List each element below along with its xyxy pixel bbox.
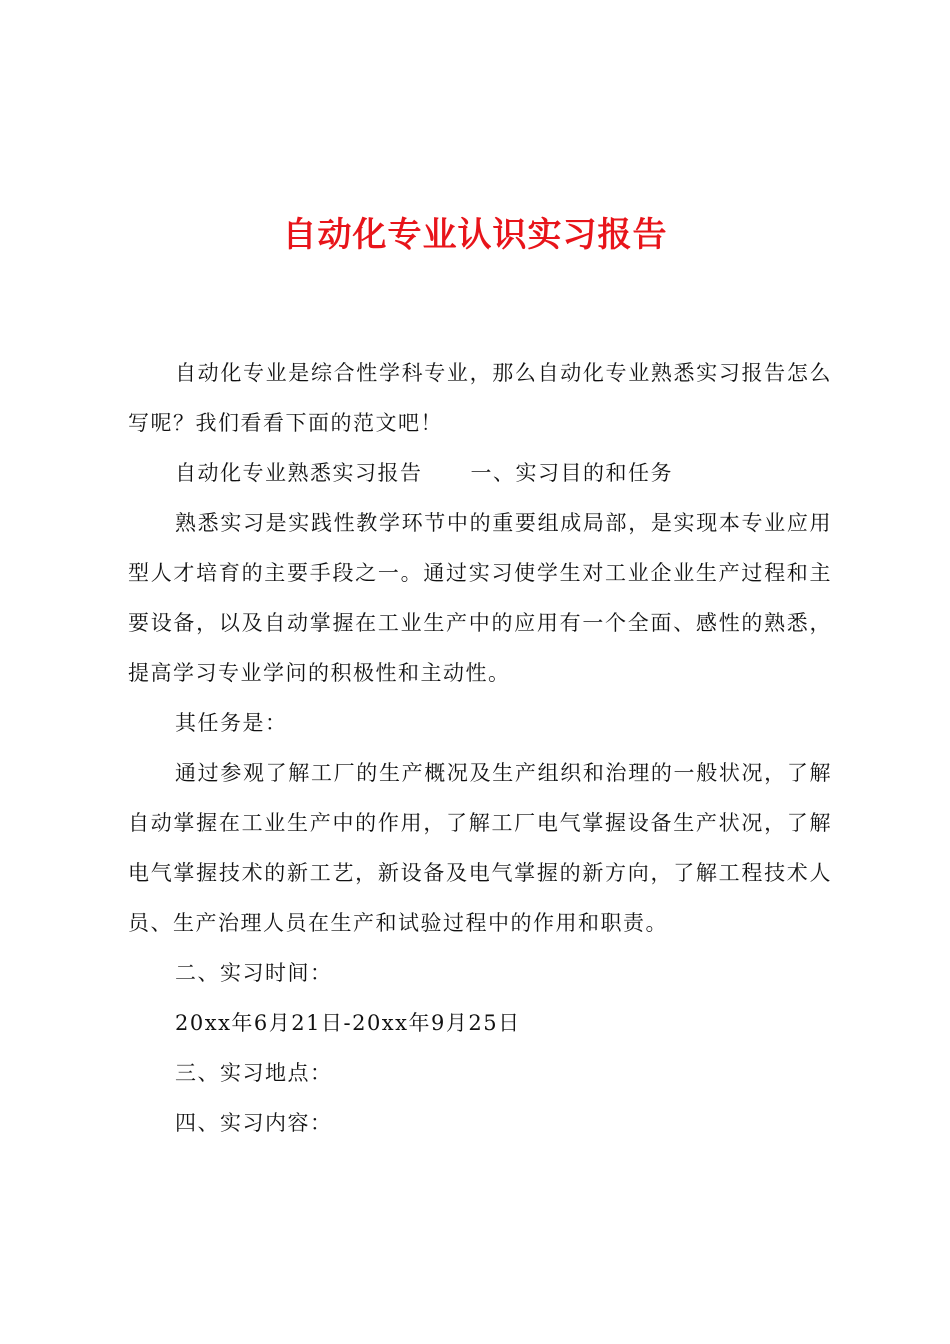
section-three-heading: 三、实习地点： <box>175 1061 333 1085</box>
task-label: 其任务是： <box>175 711 288 735</box>
purpose-paragraph: 熟悉实习是实践性教学环节中的重要组成局部，是实现本专业应用型人才培育的主要手段之一。通过实习使学生对工业企业生产过程和主要设备，以及自动掌握在工业生产中的应用有一个全面、感性的熟悉，提高学习专业学问的积极性和主动性。 <box>128 511 832 685</box>
document-title: 自动化专业认识实习报告 <box>282 215 668 255</box>
report-heading-line <box>128 448 832 498</box>
document-body <box>128 348 832 1148</box>
section-two-heading: 二、实习时间： <box>175 961 333 985</box>
section-four-heading: 四、实习内容： <box>175 1111 333 1135</box>
intro-paragraph: 自动化专业是综合性学科专业，那么自动化专业熟悉实习报告怎么写呢？我们看看下面的范文吧！ <box>128 361 832 435</box>
report-subtitle: 自动化专业熟悉实习报告 <box>175 461 423 485</box>
task-paragraph: 通过参观了解工厂的生产概况及生产组织和治理的一般状况，了解自动掌握在工业生产中的作用，了解工厂电气掌握设备生产状况，了解电气掌握技术的新工艺，新设备及电气掌握的新方向，了解工程技术人员、生产治理人员在生产和试验过程中的作用和职责。 <box>128 761 832 935</box>
section-one-heading: 一、实习目的和任务 <box>470 461 673 485</box>
internship-dates: 20xx年6月21日-20xx年9月25日 <box>175 1011 521 1035</box>
